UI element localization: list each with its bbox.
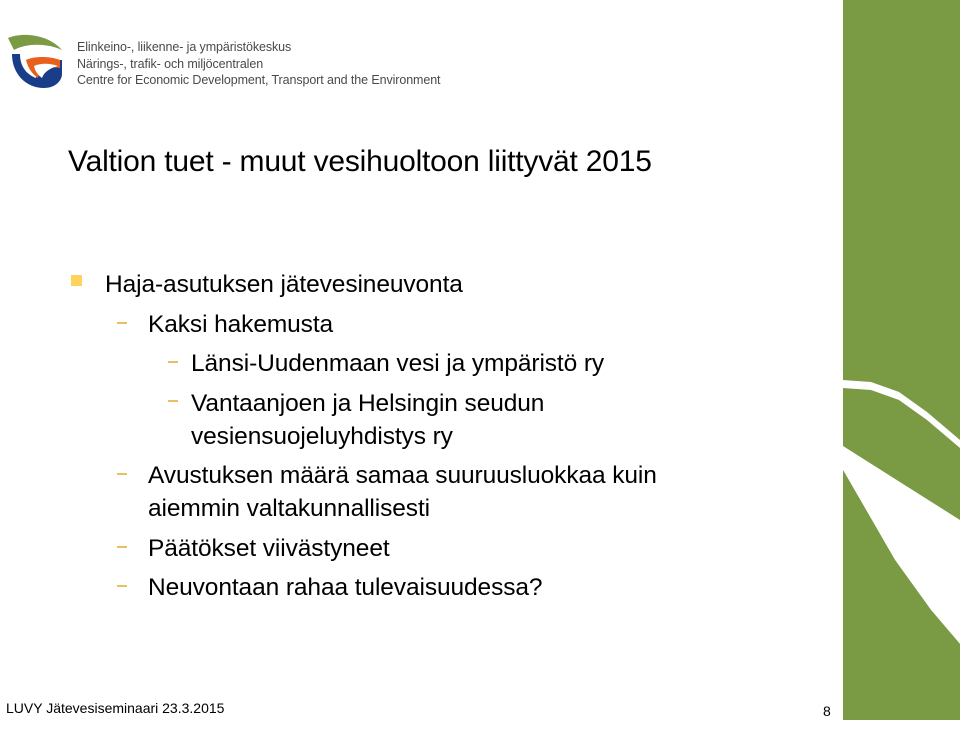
sub-item-line-2: aiemmin valtakunnallisesti [148,495,430,522]
page-number: 8 [823,703,831,719]
sub-sub-item-line-2: vesiensuojeluyhdistys ry [191,423,453,450]
org-name-finnish: Elinkeino-, liikenne- ja ympäristökeskus [77,40,292,54]
organization-logo [4,30,441,94]
dash-bullet-icon [117,585,127,587]
dash-bullet-icon [168,361,178,363]
sub-item: Neuvontaan rahaa tulevaisuudessa? [148,574,543,601]
org-name-swedish: Närings-, trafik- och miljöcentralen [77,56,264,71]
decorative-sidebar [843,0,960,744]
ely-centre-logo-icon [4,30,66,92]
dash-bullet-icon [117,322,127,324]
organization-name [77,39,440,89]
dash-bullet-icon [168,400,178,402]
sub-item-line-1: Avustuksen määrä samaa suuruusluokkaa kuin [148,462,657,489]
sub-sub-item-line-1: Vantaanjoen ja Helsingin seudun [191,390,545,417]
org-name-english: Centre for Economic Development, Transport and the Environment [77,73,441,87]
footer-event-text: LUVY Jätevesiseminaari 23.3.2015 [6,700,225,716]
sub-item: Päätökset viivästyneet [148,535,390,562]
dash-bullet-icon [117,473,127,475]
sub-item: Kaksi hakemusta [148,311,334,338]
bullet-item: Haja-asutuksen jätevesineuvonta [105,271,463,298]
slide-title: Valtion tuet - muut vesihuoltoon liittyvät 2015 [68,145,652,178]
sidebar-bottom-strip [843,720,960,744]
dash-bullet-icon [117,546,127,548]
sub-sub-item: Länsi-Uudenmaan vesi ja ympäristö ry [191,350,605,377]
square-bullet-icon [71,275,82,286]
